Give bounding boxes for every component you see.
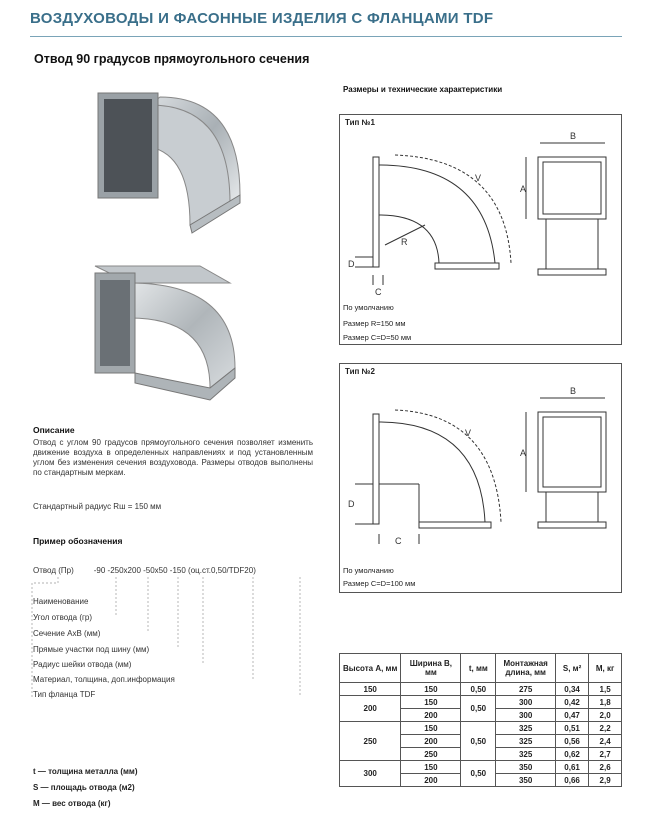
col-length: Монтажная длина, мм <box>496 654 556 683</box>
legend-item-section: Сечение АхВ (мм) <box>33 629 101 638</box>
type2-section-drawing <box>520 384 620 544</box>
col-thickness: t, мм <box>461 654 496 683</box>
legend-item-angle: Угол отвода (гр) <box>33 613 93 622</box>
type2-label-b: B <box>570 386 577 396</box>
cell-width: 200 <box>401 709 461 722</box>
table-row <box>340 696 622 709</box>
cell-width: 200 <box>401 774 461 787</box>
cell-width: 200 <box>401 735 461 748</box>
footnote-weight: M — вес отвода (кг) <box>33 799 111 808</box>
cell-area: 0,61 <box>555 761 588 774</box>
cell-thickness: 0,50 <box>461 761 496 787</box>
type1-label-v: V <box>475 173 482 183</box>
cell-width: 150 <box>401 761 461 774</box>
table-row <box>340 722 622 735</box>
cell-thickness: 0,50 <box>461 683 496 696</box>
type1-label-c: C <box>375 287 382 295</box>
cell-height: 300 <box>340 761 401 787</box>
col-height: Высота А, мм <box>340 654 401 683</box>
header-divider <box>30 36 622 37</box>
cell-height: 250 <box>340 722 401 761</box>
cell-mass: 2,6 <box>589 761 622 774</box>
type1-note-1: По умолчанию <box>343 303 394 312</box>
type2-title: Тип №2 <box>345 367 375 376</box>
standard-radius: Стандартный радиус Rш = 150 мм <box>33 502 162 511</box>
cell-width: 250 <box>401 748 461 761</box>
cell-mass: 2,7 <box>589 748 622 761</box>
cell-area: 0,62 <box>555 748 588 761</box>
cell-area: 0,47 <box>555 709 588 722</box>
type2-elbow-drawing <box>345 394 525 549</box>
col-area: S, м² <box>555 654 588 683</box>
cell-mass: 2,4 <box>589 735 622 748</box>
cell-thickness: 0,50 <box>461 722 496 761</box>
designation-example: Отвод (Пр) -90 -250х200 -50х50 -150 (оц.ст.0,50/TDF20) <box>33 566 256 575</box>
cell-mass: 2,9 <box>589 774 622 787</box>
cell-width: 150 <box>401 696 461 709</box>
legend-item-material: Материал, толщина, доп.информация <box>33 675 175 684</box>
type1-title: Тип №1 <box>345 118 375 127</box>
type2-label-v: V <box>465 428 472 438</box>
product-title: Отвод 90 градусов прямоугольного сечения <box>34 52 310 66</box>
cell-height: 150 <box>340 683 401 696</box>
specs-title: Размеры и технические характеристики <box>343 85 503 94</box>
cell-area: 0,66 <box>555 774 588 787</box>
type1-note-3: Размер C=D=50 мм <box>343 333 412 342</box>
cell-thickness: 0,50 <box>461 696 496 722</box>
description-heading: Описание <box>33 425 75 435</box>
type1-elbow-drawing <box>345 145 525 295</box>
cell-mass: 1,5 <box>589 683 622 696</box>
type2-note-1: По умолчанию <box>343 566 394 575</box>
footnote-area: S — площадь отвода (м2) <box>33 783 135 792</box>
cell-area: 0,51 <box>555 722 588 735</box>
col-mass: М, кг <box>589 654 622 683</box>
cell-area: 0,34 <box>555 683 588 696</box>
cell-length: 350 <box>496 774 556 787</box>
legend-item-name: Наименование <box>33 597 89 606</box>
cell-mass: 1,8 <box>589 696 622 709</box>
cell-length: 325 <box>496 722 556 735</box>
cell-length: 325 <box>496 735 556 748</box>
type1-label-b: B <box>570 131 577 141</box>
legend-item-radius: Радиус шейки отвода (мм) <box>33 660 132 669</box>
type2-note-2: Размер C=D=100 мм <box>343 579 416 588</box>
designation-heading: Пример обозначения <box>33 536 123 546</box>
legend-item-straight: Прямые участки под шину (мм) <box>33 645 150 654</box>
elbow-photo-bottom <box>90 258 250 408</box>
cell-mass: 2,2 <box>589 722 622 735</box>
type1-label-a: A <box>520 184 527 194</box>
type1-drawing-box <box>339 114 622 345</box>
elbow-photo-top <box>90 85 250 235</box>
type2-label-c: C <box>395 536 402 546</box>
specs-table <box>339 653 622 787</box>
cell-length: 275 <box>496 683 556 696</box>
type2-label-d: D <box>348 499 355 509</box>
cell-length: 300 <box>496 709 556 722</box>
page-title: ВОЗДУХОВОДЫ И ФАСОННЫЕ ИЗДЕЛИЯ С ФЛАНЦАМИ TDF <box>30 10 494 27</box>
cell-area: 0,56 <box>555 735 588 748</box>
cell-length: 325 <box>496 748 556 761</box>
description-text: Отвод с углом 90 градусов прямоугольного сечения позволяет изменить движение воздуха в определенных направлениях и под установленным углом без изменения сечения воздуховода. Размеры отводов выполнены по стандартным меркам. <box>33 438 313 477</box>
cell-width: 150 <box>401 683 461 696</box>
type2-label-a: A <box>520 448 527 458</box>
type1-note-2: Размер R=150 мм <box>343 319 406 328</box>
table-row <box>340 683 622 696</box>
cell-length: 350 <box>496 761 556 774</box>
specs-table-body <box>340 683 622 787</box>
footnote-thickness: t — толщина металла (мм) <box>33 767 138 776</box>
legend-item-flange: Тип фланца TDF <box>33 690 96 699</box>
col-width: Ширина В, мм <box>401 654 461 683</box>
cell-length: 300 <box>496 696 556 709</box>
type2-drawing-box <box>339 363 622 593</box>
cell-area: 0,42 <box>555 696 588 709</box>
cell-mass: 2,0 <box>589 709 622 722</box>
table-header-row <box>340 654 622 683</box>
type1-label-r: R <box>401 237 408 247</box>
table-row <box>340 761 622 774</box>
cell-height: 200 <box>340 696 401 722</box>
type1-section-drawing <box>520 129 620 289</box>
cell-width: 150 <box>401 722 461 735</box>
type1-label-d: D <box>348 259 355 269</box>
